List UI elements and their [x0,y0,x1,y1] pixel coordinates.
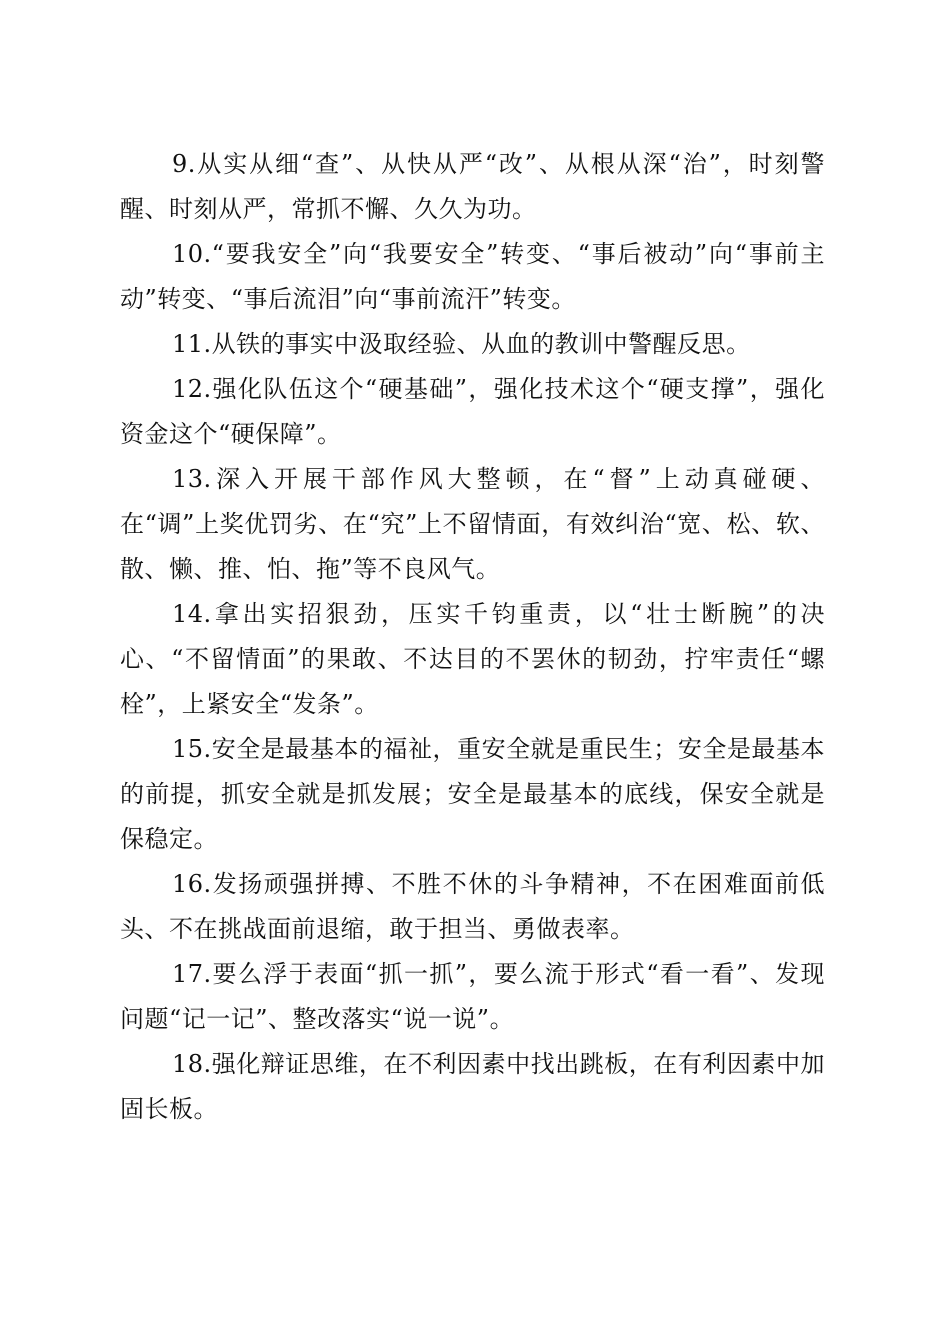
paragraph-15: 15.安全是最基本的福祉，重安全就是重民生；安全是最基本的前提，抓安全就是抓发展；安全是最基本的底线，保安全就是保稳定。 [120,735,825,853]
paragraph-16: 16.发扬顽强拼搏、不胜不休的斗争精神，不在困难面前低头、不在挑战面前退缩，敢于担当、勇做表率。 [120,870,825,943]
paragraph-17: 17.要么浮于表面“抓一抓”，要么流于形式“看一看”、发现问题“记一记”、整改落实“说一说”。 [120,960,825,1033]
paragraph-18: 18.强化辩证思维，在不利因素中找出跳板，在有利因素中加固长板。 [120,1050,825,1123]
paragraph-14: 14.拿出实招狠劲，压实千钧重责，以“壮士断腕”的决心、“不留情面”的果敢、不达目的不罢休的韧劲，拧牢责任“螺栓”，上紧安全“发条”。 [120,600,825,718]
paragraph-9: 9.从实从细“查”、从快从严“改”、从根从深“治”，时刻警醒、时刻从严，常抓不懈、久久为功。 [120,150,825,223]
paragraph-13: 13.深入开展干部作风大整顿，在“督”上动真碰硬、在“调”上奖优罚劣、在“究”上不留情面，有效纠治“宽、松、软、散、懒、推、怕、拖”等不良风气。 [120,465,825,583]
document-body [120,142,825,1132]
paragraph-10: 10.“要我安全”向“我要安全”转变、“事后被动”向“事前主动”转变、“事后流泪”向“事前流汗”转变。 [120,240,825,313]
paragraph-11: 11.从铁的事实中汲取经验、从血的教训中警醒反思。 [172,330,751,358]
paragraph-12: 12.强化队伍这个“硬基础”，强化技术这个“硬支撑”，强化资金这个“硬保障”。 [120,375,825,448]
